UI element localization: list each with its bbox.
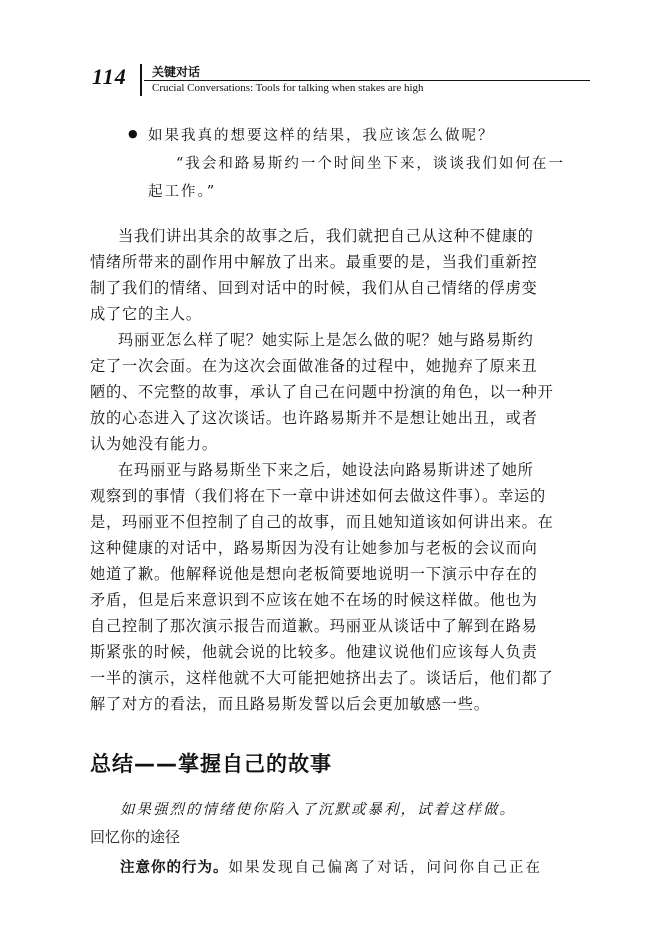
paragraph-line: 解了对方的看法，而且路易斯发誓以后会更加敏感一些。	[90, 695, 490, 713]
paragraph-line: 认为她没有能力。	[90, 435, 218, 453]
paragraph-line: 她道了歉。他解释说他是想向老板简要地说明一下演示中存在的	[90, 565, 538, 583]
header-divider	[140, 64, 142, 96]
section-title: 总结——掌握自己的故事	[90, 752, 332, 776]
paragraph-line: 当我们讲出其余的故事之后，我们就把自己从这种不健康的	[118, 227, 534, 245]
subsection-heading: 回忆你的途径	[90, 828, 181, 846]
page-number: 114	[92, 64, 127, 89]
paragraph-line: 放的心态进入了这次谈话。也许路易斯并不是想让她出丑，或者	[90, 409, 538, 427]
bullet-icon: ●	[128, 127, 138, 140]
section-advice: 如果强烈的情绪使你陷入了沉默或暴利，试着这样做。	[120, 802, 516, 818]
bottom-line	[120, 856, 542, 877]
paragraph-line: 是，玛丽亚不但控制了自己的故事，而且她知道该如何讲出来。在	[90, 513, 554, 531]
paragraph-line: 在玛丽亚与路易斯坐下来之后，她设法向路易斯讲述了她所	[118, 461, 534, 479]
paragraph-line: 观察到的事情（我们将在下一章中讲述如何去做这件事）。幸运的	[90, 487, 547, 505]
running-title-en: Crucial Conversations: Tools for talking when stakes are high	[152, 82, 424, 94]
running-title-cn: 关键对话	[152, 65, 201, 79]
paragraph-line: 自己控制了那次演示报告而道歉。玛丽亚从谈话中了解到在路易	[90, 617, 538, 635]
paragraph-line: 陋的、不完整的故事，承认了自己在问题中扮演的角色，以一种开	[90, 383, 554, 401]
paragraph-line: 制了我们的情绪、回到对话中的时候，我们从自己情绪的俘虏变	[90, 279, 538, 297]
header-rule	[144, 80, 590, 81]
bottom-text: 如果发现自己偏离了对话，问问你自己正在	[228, 860, 542, 876]
bullet-answer-line: 起工作。”	[148, 184, 217, 200]
paragraph-line: 这种健康的对话中，路易斯因为没有让她参加与老板的会议而向	[90, 539, 538, 557]
paragraph-line: 一半的演示，这样他就不大可能把她挤出去了。谈话后，他们都了	[90, 669, 554, 687]
paragraph-line: 成了它的主人。	[90, 305, 202, 323]
bullet-question: 如果我真的想要这样的结果，我应该怎么做呢？	[148, 128, 495, 144]
paragraph-line: 定了一次会面。在为这次会面做准备的过程中，她抛弃了原来丑	[90, 357, 538, 375]
paragraph-line: 矛盾，但是后来意识到不应该在她不在场的时候这样做。他也为	[90, 591, 538, 609]
bullet-answer-line: “我会和路易斯约一个时间坐下来，谈谈我们如何在一	[176, 156, 565, 172]
paragraph-line: 斯紧张的时候，他就会说的比较多。他建议说他们应该每人负责	[90, 643, 538, 661]
paragraph-line: 玛丽亚怎么样了呢？她实际上是怎么做的呢？她与路易斯约	[118, 331, 534, 349]
bottom-label: 注意你的行为。	[120, 860, 229, 876]
paragraph-line: 情绪所带来的副作用中解放了出来。最重要的是，当我们重新控	[90, 253, 538, 271]
